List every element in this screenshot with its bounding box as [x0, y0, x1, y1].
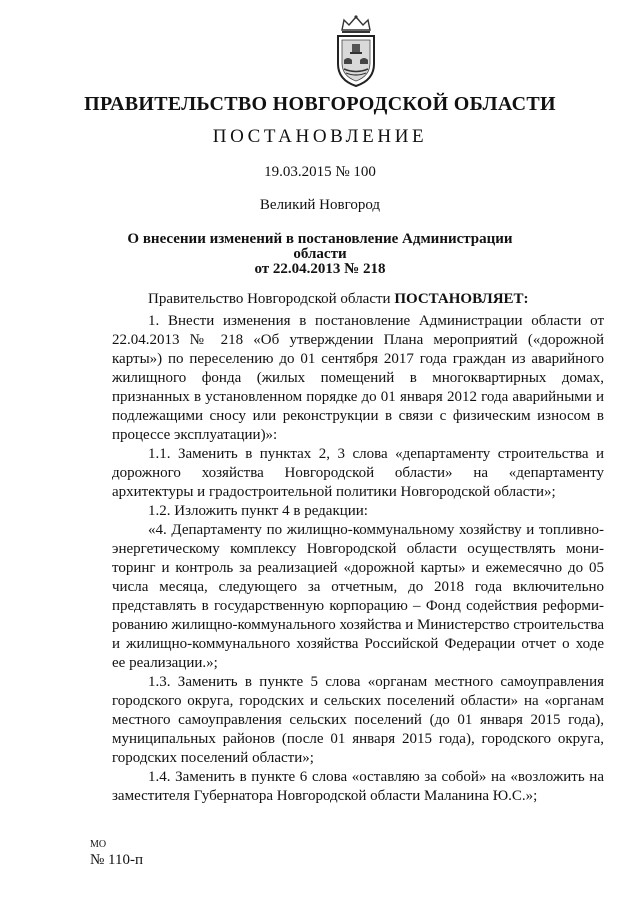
document-body [112, 290, 604, 806]
paragraph-1-1: 1.1. Заменить в пунктах 2, 3 слова «департаменту строительства и дорожного хозяйства Новгородской области» на «департаменту архитектуры и градостроительной политики Новгородской области»; [112, 446, 604, 500]
subject-line-2: от 22.04.2013 № 218 [254, 261, 386, 277]
paragraph-quote-4: «4. Департаменту по жилищно-коммунальному хозяйству и топливно-энергетическому комплексу Новгородской области осуществлять мони-торинг и контроль за реализацией «дорожной карты» и ежемесячно до 05 числа месяца, следующего за отчетным, до 2018 года включительно представлять в государственную корпорацию – Фонд содействия реформи-рованию жилищно-коммунального хозяйства и Министерство строительства и жилищно-коммунального хозяйства Российской Федерации отчет о ходе ее реализации.»; [112, 522, 604, 671]
intro-bold: ПОСТАНОВЛЯЕТ: [394, 291, 529, 307]
intro-text: Правительство Новгородской области [148, 291, 395, 307]
coat-of-arms-icon [334, 14, 378, 88]
city-name: Великий Новгород [259, 197, 381, 213]
document-subject [120, 232, 520, 277]
paragraph-1-4: 1.4. Заменить в пункте 6 слова «оставляю за собой» на «возложить на заместителя Губернатора Новгородской области Маланина Ю.С.»; [112, 769, 604, 804]
paragraph-1-3: 1.3. Заменить в пункте 5 слова «органам местного самоуправления городского округа, городских и сельских поселений области» на «органам местного самоуправления сельских поселений (до 01 января 2015 года), муниципальных районов (после 01 января 2015 года), городского округа, городских поселений области»; [112, 674, 604, 766]
footer-initials: МО [90, 839, 107, 850]
government-title: ПРАВИТЕЛЬСТВО НОВГОРОДСКОЙ ОБЛАСТИ [84, 93, 556, 115]
document-type: ПОСТАНОВЛЕНИЕ [212, 126, 428, 147]
paragraph-1-2: 1.2. Изложить пункт 4 в редакции: [148, 503, 368, 519]
subject-line-1: О внесении изменений в постановление Администрации области [127, 231, 513, 262]
paragraph-1: 1. Внести изменения в постановление Администрации области от 22.04.2013 № 218 «Об утверждении Плана мероприятий («дорожной карты») по переселению до 01 сентября 2017 года граждан из аварийного жилищного фонда (жилых помещений в многоквартирных домах, признанных в установленном порядке до 01 января 2012 года аварийными и подлежащими сносу или реконструкции в связи с физическим износом в процессе эксплуатации)»: [112, 313, 604, 443]
date-and-number: 19.03.2015 № 100 [264, 164, 376, 180]
footer-mark [90, 837, 143, 868]
footer-doc-code: № 110-п [90, 852, 144, 868]
intro-paragraph [112, 290, 604, 309]
